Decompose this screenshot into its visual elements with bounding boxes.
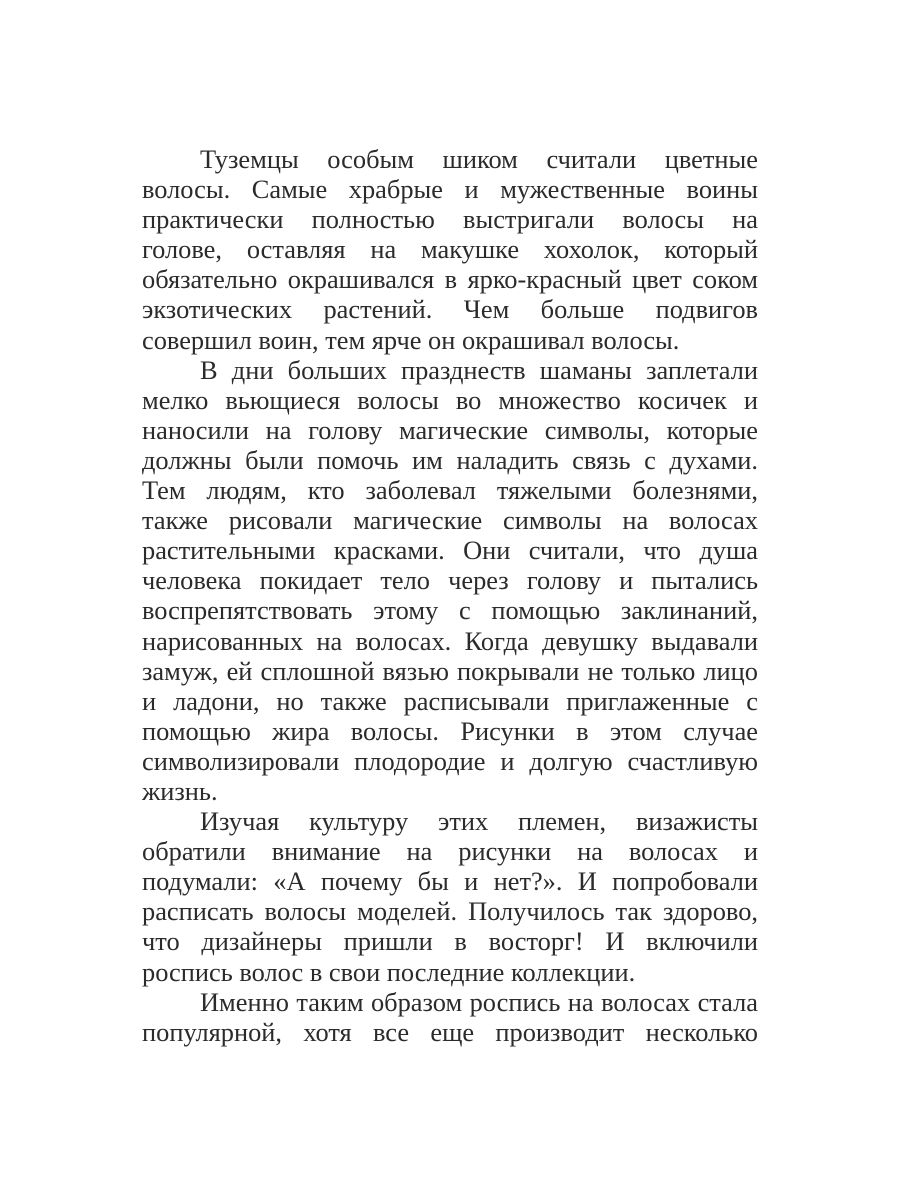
- paragraph-2: В дни больших празднеств шаманы заплетали мелко вьющиеся волосы во множество косичек и наносили на голову магические символы, которые должны были помочь им наладить связь с духами. Тем людям, кто заболевал тяжелыми болезнями, также рисовали магические символы на волосах растительными красками. Они считали, что душа человека покидает тело через голову и пытались воспрепятствовать этому с помощью заклинаний, нарисованных на волосах. Когда девушку выдавали замуж, ей сплошной вязью покрывали не только лицо и ладони, но также расписывали приглаженные с помощью жира волосы. Рисунки в этом случае символизировали плодородие и долгую счастливую жизнь.: [142, 354, 758, 806]
- paragraph-4: Именно таким образом роспись на волосах стала популярной, хотя все еще производит несколько: [142, 986, 758, 1047]
- paragraph-1: Туземцы особым шиком считали цветные волосы. Самые храбрые и мужественные воины практически полностью выстригали волосы на голове, оставляя на макушке хохолок, который обязательно окрашивался в ярко-красный цвет соком экзотических растений. Чем больше подвигов совершил воин, тем ярче он окрашивал волосы.: [142, 144, 758, 355]
- paragraph-3: Изучая культуру этих племен, визажисты обратили внимание на рисунки на волосах и подумали: «А почему бы и нет?». И попробовали расписать волосы моделей. Получилось так здорово, что дизайнеры пришли в восторг! И включили роспись волос в свои последние коллекции.: [142, 806, 758, 987]
- body-text: [142, 144, 758, 1047]
